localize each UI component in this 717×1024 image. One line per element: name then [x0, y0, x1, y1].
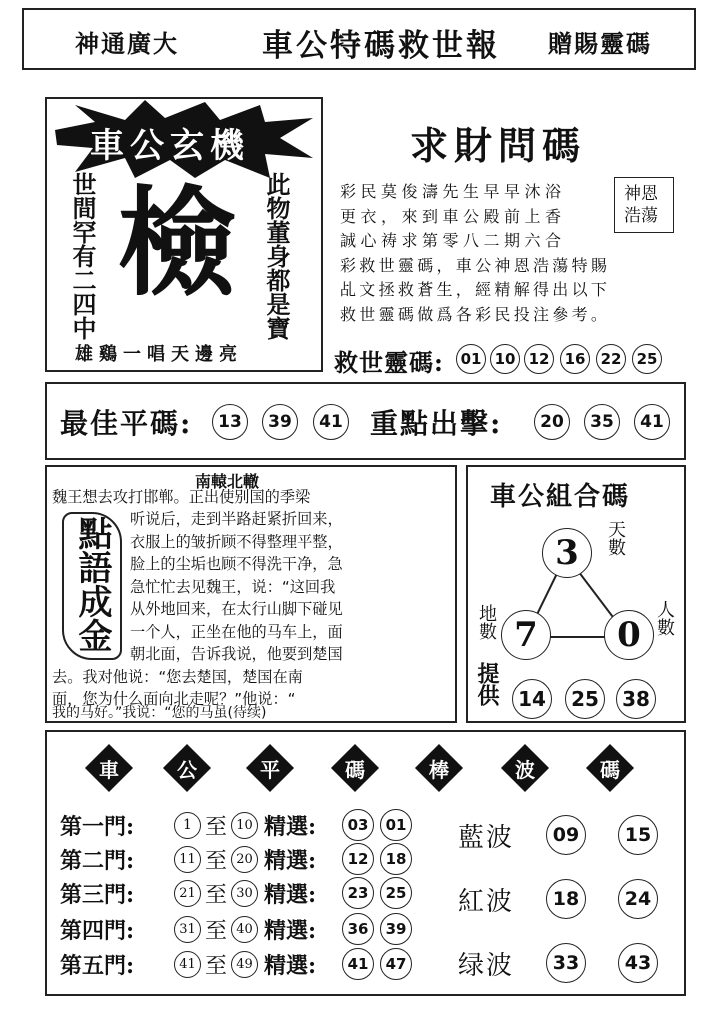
- color-row: [458, 942, 658, 984]
- color-label: 藍波: [458, 822, 515, 853]
- combo-provide: 提供: [474, 662, 500, 706]
- pick-ball: 41: [342, 948, 374, 980]
- wave-title-char: 棒: [429, 757, 449, 782]
- wealth-line: 彩民莫俊濤先生早早沐浴: [340, 182, 566, 201]
- strike-ball: 41: [634, 404, 670, 440]
- story-vertical: 點語成金: [72, 516, 112, 652]
- wealth-line: 彩救世靈碼，車公神恩浩蕩特賜: [340, 255, 611, 275]
- combo-left-label: 地數: [476, 604, 497, 640]
- code-ball: 22: [596, 344, 626, 374]
- gate-row: [60, 876, 412, 910]
- gate-from-ball: 31: [174, 916, 201, 943]
- story-line: 一个人，正坐在他的马车上，面: [130, 623, 343, 641]
- pick-ball: 23: [342, 877, 374, 909]
- mystery-big-char: 檢: [118, 173, 237, 312]
- gate-from-ball: 41: [174, 951, 201, 978]
- story-title: 南轅北轍: [195, 472, 260, 491]
- pick-ball: 12: [342, 843, 374, 875]
- best-ball: 13: [212, 404, 248, 440]
- gate-label: 第一門:: [60, 813, 135, 840]
- gate-to-ball: 49: [231, 951, 258, 978]
- mystery-banner: 車公玄機: [90, 126, 250, 166]
- combo-top-label: 天數: [605, 520, 626, 556]
- wave-title-char: 公: [177, 757, 197, 782]
- gate-to-word: 至: [205, 882, 228, 908]
- wealth-line: 乩文拯救蒼生，經精解得出以下: [340, 280, 611, 299]
- pick-label: 精選:: [264, 952, 317, 979]
- gate-to-ball: 10: [231, 812, 258, 839]
- story-line: 衣服上的皱折顾不得整理平整，: [130, 533, 343, 551]
- gate-from-ball: 1: [174, 812, 201, 839]
- gate-from-ball: 21: [174, 880, 201, 907]
- wave-title-char: 波: [515, 757, 535, 782]
- color-ball: 18: [546, 879, 586, 919]
- code-label: 救世靈碼:: [334, 348, 444, 377]
- gate-row: [60, 947, 412, 981]
- wave-title-char: 碼: [600, 757, 620, 782]
- combo-top-ball: 3: [542, 528, 592, 578]
- gate-to-word: 至: [205, 953, 228, 979]
- wealth-line: 救世靈碼做爲各彩民投注參考。: [340, 304, 611, 324]
- header-title: 車公特碼救世報: [262, 28, 500, 64]
- gate-row: [60, 808, 412, 842]
- combo-right-label: 人數: [654, 600, 675, 636]
- mystery-right-vertical: 此物董身都是寶: [262, 172, 291, 340]
- pick-ball: 47: [380, 948, 412, 980]
- story-line: 去。我对他说：“您去楚国，楚国在南: [52, 668, 303, 686]
- gate-label: 第四門:: [60, 917, 135, 944]
- story-line: 我的马好。”我说：“您的马虽(待续): [52, 705, 267, 721]
- wealth-lines: [340, 180, 610, 327]
- color-ball: 15: [618, 815, 658, 855]
- gate-to-ball: 20: [231, 846, 258, 873]
- pick-label: 精選:: [264, 917, 317, 944]
- pick-label: 精選:: [264, 813, 317, 840]
- code-ball: 16: [560, 344, 590, 374]
- pick-label: 精選:: [264, 881, 317, 908]
- best-ball: 41: [313, 404, 349, 440]
- gate-label: 第五門:: [60, 952, 135, 979]
- pick-ball: 25: [380, 877, 412, 909]
- combo-right-ball: 0: [604, 610, 654, 660]
- gate-from-ball: 11: [174, 846, 201, 873]
- strike-ball: 20: [534, 404, 570, 440]
- color-label: 绿波: [458, 950, 515, 981]
- code-ball: 01: [456, 344, 486, 374]
- wave-title-char: 平: [260, 757, 280, 782]
- gate-label: 第二門:: [60, 847, 135, 874]
- mystery-bottom: 雄鷄一唱天邊亮: [75, 344, 243, 365]
- pick-label: 精選:: [264, 847, 317, 874]
- color-ball: 24: [618, 879, 658, 919]
- gate-to-word: 至: [205, 848, 228, 874]
- combo-ball: 14: [512, 679, 552, 719]
- header-right: 贈賜靈碼: [548, 29, 652, 58]
- wealth-title: 求財問碼: [410, 123, 587, 168]
- gate-label: 第三門:: [60, 881, 135, 908]
- color-ball: 09: [546, 815, 586, 855]
- gate-to-ball: 30: [231, 880, 258, 907]
- code-ball: 10: [490, 344, 520, 374]
- gate-to-word: 至: [205, 814, 228, 840]
- story-line: 急忙忙去见魏王，说：“这回我: [130, 578, 336, 596]
- header-left: 神通廣大: [75, 29, 179, 58]
- strike-ball: 35: [584, 404, 620, 440]
- wealth-line: 更衣，來到車公殿前上香: [340, 206, 566, 226]
- color-row: [458, 878, 658, 920]
- mystery-left-vertical: 世間罕有二四中: [68, 172, 97, 340]
- combo-title: 車公組合碼: [490, 482, 631, 512]
- story-line: 朝北面，告诉我说，他要到楚国: [130, 645, 343, 663]
- pick-ball: 01: [380, 809, 412, 841]
- story-line: 听说后，走到半路赶紧折回来，: [130, 510, 343, 528]
- color-row: [458, 814, 658, 856]
- wealth-line: 誠心祷求第零八二期六合: [340, 231, 566, 250]
- code-ball: 25: [632, 344, 662, 374]
- best-label-1: 最佳平碼:: [60, 407, 193, 440]
- story-line: 面，您为什么面向北走呢？”他说：“: [52, 690, 296, 708]
- combo-ball: 38: [616, 679, 656, 719]
- gate-to-word: 至: [205, 918, 228, 944]
- combo-ball: 25: [565, 679, 605, 719]
- gate-to-ball: 40: [231, 916, 258, 943]
- best-label-2: 重點出擊:: [370, 407, 503, 440]
- best-ball: 39: [262, 404, 298, 440]
- color-ball: 43: [618, 943, 658, 983]
- pick-ball: 39: [380, 913, 412, 945]
- gate-row: [60, 912, 412, 946]
- color-ball: 33: [546, 943, 586, 983]
- pick-ball: 36: [342, 913, 374, 945]
- wave-title-char: 碼: [345, 757, 365, 782]
- wave-title-char: 車: [99, 757, 119, 782]
- combo-left-ball: 7: [501, 610, 551, 660]
- story-line: 脸上的尘垢也顾不得洗干净，急: [130, 555, 343, 573]
- pick-ball: 18: [380, 843, 412, 875]
- gate-row: [60, 842, 412, 876]
- color-label: 紅波: [458, 886, 515, 917]
- story-line: 魏王想去攻打邯郸。正出使别国的季梁: [52, 488, 311, 506]
- story-line: 从外地回来，在太行山脚下碰见: [130, 600, 343, 618]
- wealth-stamp-text: 神恩浩蕩: [624, 184, 658, 226]
- code-ball: 12: [524, 344, 554, 374]
- pick-ball: 03: [342, 809, 374, 841]
